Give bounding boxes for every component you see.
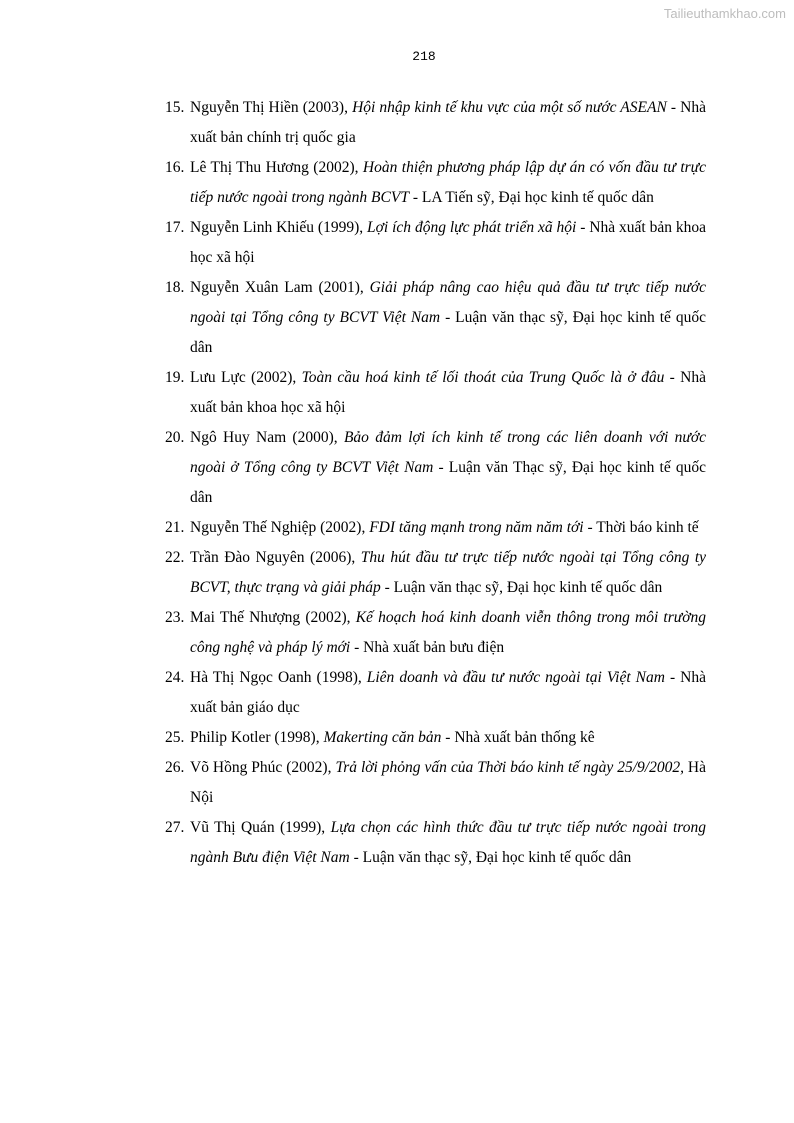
reference-source: Hà Nội [190, 759, 706, 806]
reference-author: Nguyễn Thế Nghiệp (2002), [190, 519, 370, 536]
reference-title: Makerting căn bản [323, 729, 442, 746]
reference-text [190, 93, 706, 153]
reference-number: 15. [165, 99, 185, 116]
reference-source: - Nhà xuất bản khoa học xã hội [190, 369, 706, 416]
reference-source: - Nhà xuất bản khoa học xã hội [190, 219, 706, 266]
reference-title: Trả lời phỏng vấn của Thời báo kinh tế ngày 25/9/2002, [335, 759, 684, 776]
reference-source: - Nhà xuất bản bưu điện [350, 639, 505, 656]
reference-item [160, 543, 706, 603]
reference-source: - LA Tiến sỹ, Đại học kinh tế quốc dân [408, 189, 654, 206]
reference-text [190, 723, 706, 753]
reference-text [190, 663, 706, 723]
reference-number: 20. [165, 429, 185, 446]
reference-text [190, 513, 706, 543]
reference-item [160, 93, 706, 153]
reference-number: 26. [165, 759, 185, 776]
reference-item [160, 813, 706, 873]
reference-title: Toàn cầu hoá kinh tế lối thoát của Trung Quốc là ở đâu [301, 369, 665, 386]
reference-author: Lê Thị Thu Hương (2002), [190, 159, 363, 176]
reference-item [160, 363, 706, 423]
reference-author: Hà Thị Ngọc Oanh (1998), [190, 669, 367, 686]
reference-number: 17. [165, 219, 185, 236]
reference-author: Nguyễn Linh Khiếu (1999), [190, 219, 368, 236]
reference-title: Bảo đảm lợi ích kinh tế trong các liên doanh với nước ngoài ở Tổng công ty BCVT Việt Nam [190, 429, 707, 476]
reference-item [160, 423, 706, 513]
reference-source: - Nhà xuất bản giáo dục [190, 669, 706, 716]
reference-item [160, 273, 706, 363]
reference-title: Kế hoạch hoá kinh doanh viễn thông trong môi trường công nghệ và pháp lý mới [190, 609, 706, 656]
watermark: Tailieuthamkhao.com [663, 6, 786, 21]
reference-number: 21. [165, 519, 185, 536]
reference-number: 27. [165, 819, 185, 836]
reference-source: - Thời báo kinh tế [583, 519, 699, 536]
reference-text [190, 813, 706, 873]
reference-title: Lợi ích động lực phát triển xã hội [367, 219, 577, 236]
reference-author: Mai Thế Nhượng (2002), [190, 609, 356, 626]
reference-number: 22. [165, 549, 185, 566]
reference-title: Liên doanh và đầu tư nước ngoài tại Việt Nam [366, 669, 665, 686]
reference-text [190, 153, 706, 213]
reference-source: - Nhà xuất bản thống kê [441, 729, 595, 746]
reference-item [160, 663, 706, 723]
reference-author: Lưu Lực (2002), [190, 369, 302, 386]
reference-author: Nguyễn Xuân Lam (2001), [190, 279, 370, 296]
reference-number: 19. [165, 369, 185, 386]
reference-source: - Luận văn thạc sỹ, Đại học kinh tế quốc dân [190, 309, 706, 356]
reference-text [190, 423, 706, 513]
reference-author: Nguyễn Thị Hiền (2003), [190, 99, 353, 116]
reference-title: Hội nhập kinh tế khu vực của một số nước ASEAN [352, 99, 667, 116]
reference-item [160, 603, 706, 663]
reference-text [190, 363, 706, 423]
reference-item [160, 513, 706, 543]
reference-title: Lựa chọn các hình thức đầu tư trực tiếp nước ngoài trong ngành Bưu điện Việt Nam [190, 819, 706, 866]
reference-text [190, 543, 706, 603]
reference-item [160, 213, 706, 273]
reference-number: 23. [165, 609, 185, 626]
reference-author: Trần Đào Nguyên (2006), [190, 549, 361, 566]
reference-text [190, 753, 706, 813]
reference-text [190, 213, 706, 273]
reference-text [190, 273, 706, 363]
reference-title: FDI tăng mạnh trong năm năm tới [369, 519, 584, 536]
reference-item [160, 153, 706, 213]
reference-title: Giải pháp nâng cao hiệu quả đầu tư trực tiếp nước ngoài tại Tổng công ty BCVT Việt Nam [190, 279, 706, 326]
reference-source: - Luận văn Thạc sỹ, Đại học kinh tế quốc dân [190, 459, 706, 506]
reference-title: Hoàn thiện phương pháp lập dự án có vốn đầu tư trực tiếp nước ngoài trong ngành BCVT [190, 159, 706, 206]
reference-author: Ngô Huy Nam (2000), [190, 429, 344, 446]
reference-item [160, 723, 706, 753]
reference-number: 18. [165, 279, 185, 296]
reference-source: - Nhà xuất bản chính trị quốc gia [190, 99, 706, 146]
reference-number: 25. [165, 729, 185, 746]
reference-item [160, 753, 706, 813]
reference-number: 16. [165, 159, 185, 176]
reference-text [190, 603, 706, 663]
reference-number: 24. [165, 669, 185, 686]
reference-source: - Luận văn thạc sỹ, Đại học kinh tế quốc dân [380, 579, 663, 596]
reference-source: - Luận văn thạc sỹ, Đại học kinh tế quốc dân [349, 849, 632, 866]
page-number: 218 [412, 49, 436, 64]
reference-author: Võ Hồng Phúc (2002), [190, 759, 336, 776]
reference-list [160, 93, 706, 873]
reference-author: Vũ Thị Quán (1999), [190, 819, 331, 836]
reference-title: Thu hút đầu tư trực tiếp nước ngoài tại Tổng công ty BCVT, thực trạng và giải pháp [190, 549, 707, 596]
reference-author: Philip Kotler (1998), [190, 729, 324, 746]
